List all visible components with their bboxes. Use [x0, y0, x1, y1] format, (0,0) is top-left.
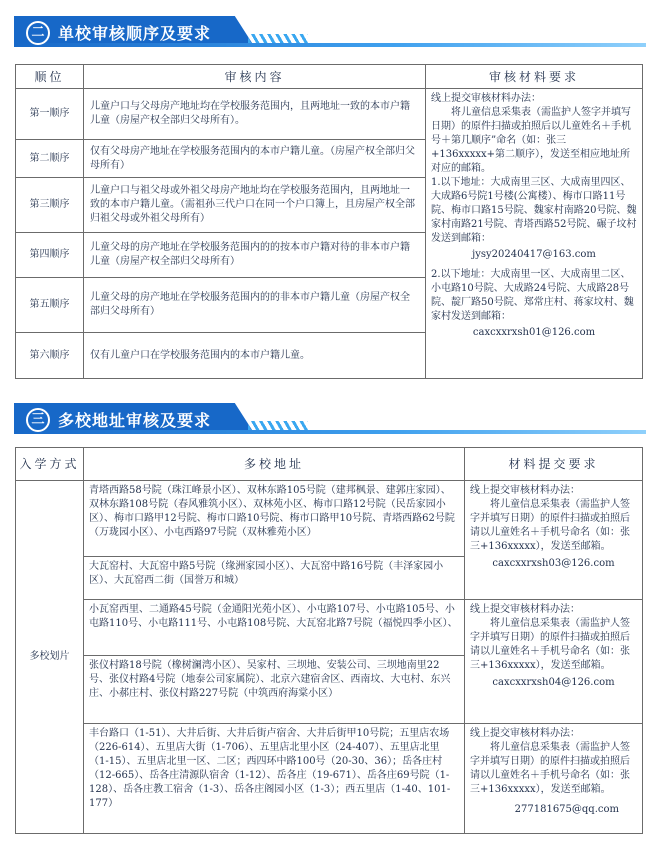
content-cell: 仅有儿童户口在学校服务范围内的本市户籍儿童。 [84, 333, 426, 379]
multi-school-table [15, 447, 643, 834]
table-row [16, 600, 643, 656]
section-banner-multi-school [0, 397, 660, 437]
section-banner-single-school [0, 10, 660, 50]
address-cell: 青塔西路58号院（珠江峰景小区）、双林东路105号院（建邦枫景、建郭庄家园）、双林东路108号院（春风雅筑小区）、双林苑小区、梅市口路12号院（民岳家园小区）、梅市口路甲12号院、梅市口路10号院、梅市口路甲10号院、青塔西路62号院（万珑园小区）、小屯西路97号院（双林雅苑小区） [84, 481, 465, 557]
materials-cell: 线上提交审核材料办法： 将儿童信息采集表（需监护人签字并填写日期）的原件扫描或拍照后以儿童姓名＋手机号＋第几顺序”命名（如：张三+136xxxxx+第二顺序），发送至相应地址所对应的邮箱。 1.以下地址：大成南里三区、大成南里四区、大成路6号院1号楼(公寓楼）、梅市口路11号院、梅市口路15号院、魏家村南路20号院、魏家村南路21号院、青塔西路52号院、碾子坟村发送到邮箱： jysy20240417@163.com 2.以下地址：大成南里一区、大成南里二区、小屯路10号院、大成路24号院、大成路28号院、靛厂路50号院、郑常庄村、蒋家坟村、魏家村发送到邮箱： caxcxxrxsh01@126.com [426, 89, 643, 379]
requirement-cell: 线上提交审核材料办法： 将儿童信息采集表（需监护人签字并填写日期）的原件扫描或拍照后请以儿童姓名＋手机号命名（如：张三+136xxxxx），发送至邮箱。 277181675@qq.com [465, 724, 643, 834]
header-requirements: 材料提交要求 [465, 448, 643, 481]
email-address: caxcxxrxsh03@126.com [492, 558, 615, 569]
header-content: 审核内容 [84, 65, 426, 89]
email-address: caxcxxrxsh04@126.com [492, 677, 615, 688]
rank-cell: 第六顺序 [16, 333, 84, 379]
address-cell: 小瓦窑西里、二通路45号院（金通阳光苑小区）、小屯路107号、小屯路105号、小屯路110号、小屯路111号、小屯路108号院、大瓦窑北路7号院（福悦四季小区）、 [84, 600, 465, 656]
address-cell: 大瓦窑村、大瓦窑中路5号院（缘洲家园小区）、大瓦窑中路16号院（丰泽家园小区）、大瓦窑西二街（国誉万和城） [84, 557, 465, 600]
rank-cell: 第二顺序 [16, 140, 84, 178]
section-title: 多校地址审核及要求 [58, 411, 212, 430]
content-cell: 儿童父母的房产地址在学校服务范围内的的非本市户籍儿童（房屋产权全部归父母所有） [84, 278, 426, 333]
requirement-cell: 线上提交审核材料办法： 将儿童信息采集表（需监护人签字并填写日期）的原件扫描或拍照后请以儿童姓名＋手机号命名（如：张三+136xxxxx），发送至邮箱。 caxcxxrxsh03@126.com [465, 481, 643, 600]
email-address: 277181675@qq.com [514, 804, 619, 815]
content-cell: 儿童父母的房产地址在学校服务范围内的的按本市户籍对待的非本市户籍儿童（房屋产权全部归父母所有） [84, 233, 426, 278]
section-number: 二 [26, 21, 50, 45]
header-rank: 顺位 [16, 65, 84, 89]
header-materials: 审核材料要求 [426, 65, 643, 89]
table-row [16, 89, 643, 140]
method-cell: 多校划片 [16, 481, 84, 834]
table-row [16, 724, 643, 834]
rank-cell: 第四顺序 [16, 233, 84, 278]
rank-cell: 第五顺序 [16, 278, 84, 333]
content-cell: 儿童户口与祖父母或外祖父母房产地址均在学校服务范围内，且两地址一致的本市户籍儿童。（需祖孙三代户口在同一个户口簿上，且房屋产权全部归祖父母或外祖父母所有） [84, 178, 426, 233]
header-addresses: 多校地址 [84, 448, 465, 481]
rank-cell: 第一顺序 [16, 89, 84, 140]
requirement-cell: 线上提交审核材料办法： 将儿童信息采集表（需监护人签字并填写日期）的原件扫描或拍照后请以儿童姓名＋手机号命名（如：张三+136xxxxx），发送至邮箱。 caxcxxrxsh04@126.com [465, 600, 643, 724]
content-cell: 儿童户口与父母房产地址均在学校服务范围内，且两地址一致的本市户籍儿童（房屋产权全部归父母所有）。 [84, 89, 426, 140]
rank-cell: 第三顺序 [16, 178, 84, 233]
single-school-table [15, 64, 643, 379]
email-address: caxcxxrxsh01@126.com [472, 327, 596, 338]
email-address: jysy20240417@163.com [472, 249, 596, 260]
header-method: 入学方式 [16, 448, 84, 481]
content-cell: 仅有父母房产地址在学校服务范围内的本市户籍儿童。（房屋产权全部归父母所有） [84, 140, 426, 178]
table-row [16, 481, 643, 557]
address-cell: 丰台路口（1-51）、大井后街、大井后街卢宿舍、大井后街甲10号院；五里店农场（226-614）、五里店大街（1-706）、五里店北里小区（24-407）、五里店北里（1-15）、五里店北里一区、二区；西四环中路100号（20-30、36）；岳各庄村（12-665）、岳各庄清源队宿舍（1-12）、岳各庄（19-671）、岳各庄69号院（1-128）、岳各庄教工宿舍（1-3）、岳各庄阁园小区（1-3）；西五里店（1-40、101-177） [84, 724, 465, 834]
address-cell: 张仪村路18号院（橡树澜湾小区）、吴家村、三坝地、安装公司、三坝地南里22号、张仪村路4号院（地泰公司家属院）、北京六建宿舍区、西南坟、大屯村、东兴庄、小郝庄村、张仪村路227号院（中筑西府海棠小区） [84, 656, 465, 724]
section-number: 三 [26, 408, 50, 432]
section-title: 单校审核顺序及要求 [58, 24, 212, 43]
